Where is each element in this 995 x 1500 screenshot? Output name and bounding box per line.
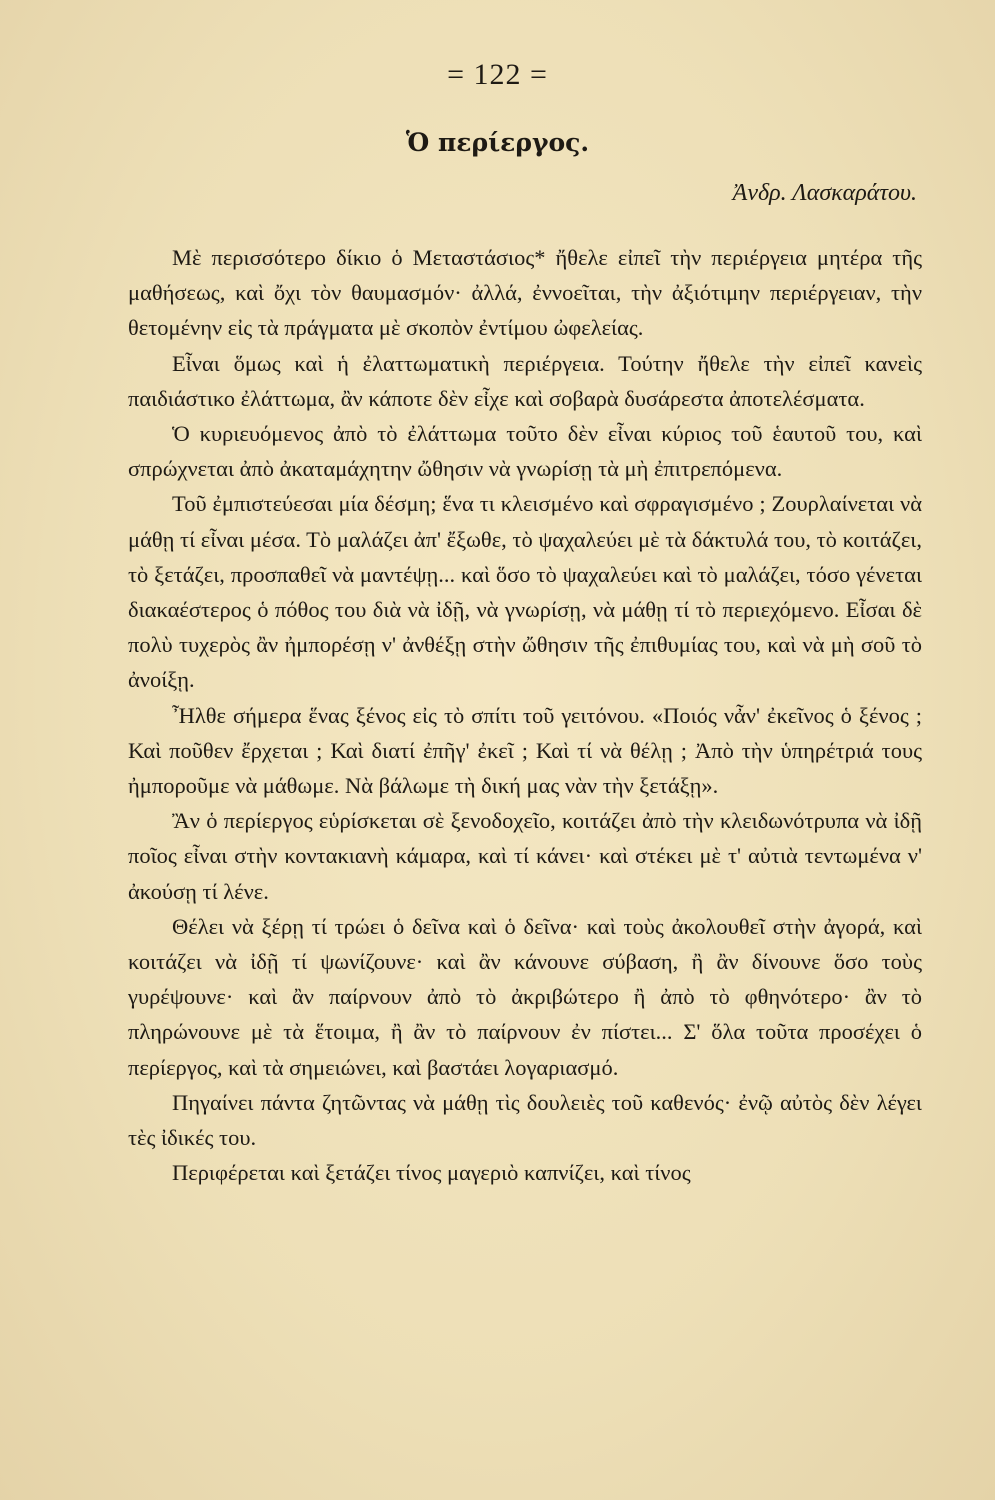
paragraph: Θέλει νὰ ξέρῃ τί τρώει ὁ δεῖνα καὶ ὁ δεῖνα· καὶ τοὺς ἀκολουθεῖ στὴν ἀγορά, καὶ κοιτάζει νὰ ἰδῇ τί ψωνίζουνε· καὶ ἂν κάνουνε σύβαση, ἢ ἂν δίνουνε ὅσο τοὺς γυρέψουνε· καὶ ἂν παίρνουν ἀπὸ τὸ ἀκριβώτερο ἢ ἀπὸ τὸ φθηνότερο· ἂν τὸ πληρώνουνε μὲ τὰ ἕτοιμα, ἢ ἂν τὸ παίρνουν ἐν πίστει... Σ' ὅλα τοῦτα προσέχει ὁ περίεργος, καὶ τὰ σημειώνει, καὶ βαστάει λογαριασμό. bbox=[128, 913, 922, 1080]
paragraph: Πηγαίνει πάντα ζητῶντας νὰ μάθῃ τὶς δουλειὲς τοῦ καθενός· ἐνῷ αὐτὸς δὲν λέγει τὲς ἰδικές του. bbox=[128, 1089, 922, 1151]
chapter-title: Ὁ περίεργος. bbox=[405, 128, 590, 157]
paragraph: Εἶναι ὅμως καὶ ἡ ἐλαττωματικὴ περιέργεια. Τούτην ἤθελε τὴν εἰπεῖ κανεὶς παιδιάστικο ἐλάττωμα, ἂν κάποτε δὲν εἶχε καὶ σοβαρὰ δυσάρεστα ἀποτελέσματα. bbox=[128, 350, 922, 411]
paragraph: Τοῦ ἐμπιστεύεσαι μία δέσμη; ἕνα τι κλεισμένο καὶ σφραγισμένο ; Ζουρλαίνεται νὰ μάθῃ τί εἶναι μέσα. Τὸ μαλάζει ἀπ' ἔξωθε, τὸ ψαχαλεύει μὲ τὰ δάκτυλά του, τὸ κοιτάζει, τὸ ξετάζει, προσπαθεῖ νὰ μαντέψῃ... καὶ ὅσο τὸ ψαχαλεύει καὶ τὸ μαλάζει, τόσο γένεται διακαέστερος ὁ πόθος του διὰ νὰ ἰδῇ, νὰ γνωρίσῃ, νὰ μάθῃ τί τὸ περιεχόμενο. Εἶσαι δὲ πολὺ τυχερὸς ἂν ἠμπορέσῃ ν' ἀνθέξῃ στὴν ὤθησιν τῆς ἐπιθυμίας του, καὶ νὰ μὴ σοῦ τὸ ἀνοίξῃ. bbox=[128, 491, 922, 693]
page-number: = 122 = bbox=[447, 58, 548, 91]
paragraph: Ἂν ὁ περίεργος εὑρίσκεται σὲ ξενοδοχεῖο, κοιτάζει ἀπὸ τὴν κλειδωνότρυπα νὰ ἰδῇ ποῖος εἶναι στὴν κοντακιανὴ κάμαρα, καὶ τί κάνει· καὶ στέκει μὲ τ' αὐτιὰ τεντωμένα ν' ἀκούσῃ τί λένε. bbox=[128, 808, 922, 904]
paragraph: Μὲ περισσότερο δίκιο ὁ Μεταστάσιος* ἤθελε εἰπεῖ τὴν περιέργεια μητέρα τῆς μαθήσεως, καὶ ὄχι τὸν θαυμασμόν· ἀλλά, ἐννοεῖται, τὴν ἀξιότιμην περιέργειαν, τὴν θετομένην εἰς τὰ πράγματα μὲ σκοπὸν ἐντίμου ὠφελείας. bbox=[128, 245, 922, 341]
paragraph: Περιφέρεται καὶ ξετάζει τίνος μαγεριὸ καπνίζει, καὶ τίνος bbox=[172, 1160, 691, 1186]
paragraph: Ἦλθε σήμερα ἕνας ξένος εἰς τὸ σπίτι τοῦ γειτόνου. «Ποιός νἆν' ἐκεῖνος ὁ ξένος ; Καὶ ποῦθεν ἔρχεται ; Καὶ διατί ἐπῆγ' ἐκεῖ ; Καὶ τί νὰ θέλῃ ; Ἀπὸ τὴν ὑπηρέτριά τους ἠμποροῦμε νὰ μάθωμε. Νὰ βάλωμε τὴ δική μας νὰν τὴν ξετάξῃ». bbox=[128, 702, 922, 799]
author-attribution: Ἀνδρ. Λασκαράτου. bbox=[732, 180, 917, 206]
paragraph: Ὁ κυριευόμενος ἀπὸ τὸ ἐλάττωμα τοῦτο δὲν εἶναι κύριος τοῦ ἑαυτοῦ του, καὶ σπρώχνεται ἀπὸ ἀκαταμάχητην ὤθησιν νὰ γνωρίσῃ τὰ μὴ ἐπιτρεπόμενα. bbox=[128, 421, 922, 482]
body-text bbox=[128, 240, 922, 1190]
